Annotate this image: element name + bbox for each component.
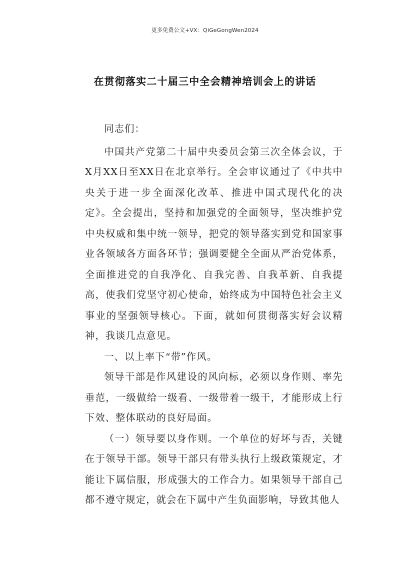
section-heading-1: 一、以上率下“带”作风。 (104, 351, 218, 363)
paragraph-subsection-1: （一）领导要以身作则。一个单位的好坏与否，关键在于领导干部。领导干部只有带头执行上级政策规定，才能让下属信服，形成强大的工作合力。如果领导干部自己都不遵守规定，就会在下属中产生负面影响，导致其他人 (85, 433, 343, 506)
document-body (85, 120, 343, 512)
page-header-note: 更多免费公文+VX：QiGeGongWen2024 (151, 28, 259, 34)
document-title: 在贯彻落实二十届三中全会精神培训会上的讲话 (93, 77, 317, 88)
salutation: 同志们： (104, 124, 145, 135)
paragraph-intro: 中国共产党第二十届中央委员会第三次全体会议，于X月XX日至XX日在北京举行。全会审议通过了《中共中央关于进一步全面深化改革、推进中国式现代化的决定》。全会提出，坚持和加强党的全面领导，坚决维护党中央权威和集中统一领导，把党的领导落实到党和国家事业各领域各方面各环节；强调要健全全面从严治党体系，全面推进党的自我净化、自我完善、自我革新、自我提高，使我们党坚守初心使命，始终成为中国特色社会主义事业的坚强领导核心。下面，就如何贯彻落实好会议精神，我谈几点意见。 (85, 146, 343, 342)
paragraph-section-1: 领导干部是作风建设的风向标，必须以身作则、率先垂范，一级做给一级看、一级带着一级干，才能形成上行下效、整体联动的良好局面。 (85, 372, 343, 424)
